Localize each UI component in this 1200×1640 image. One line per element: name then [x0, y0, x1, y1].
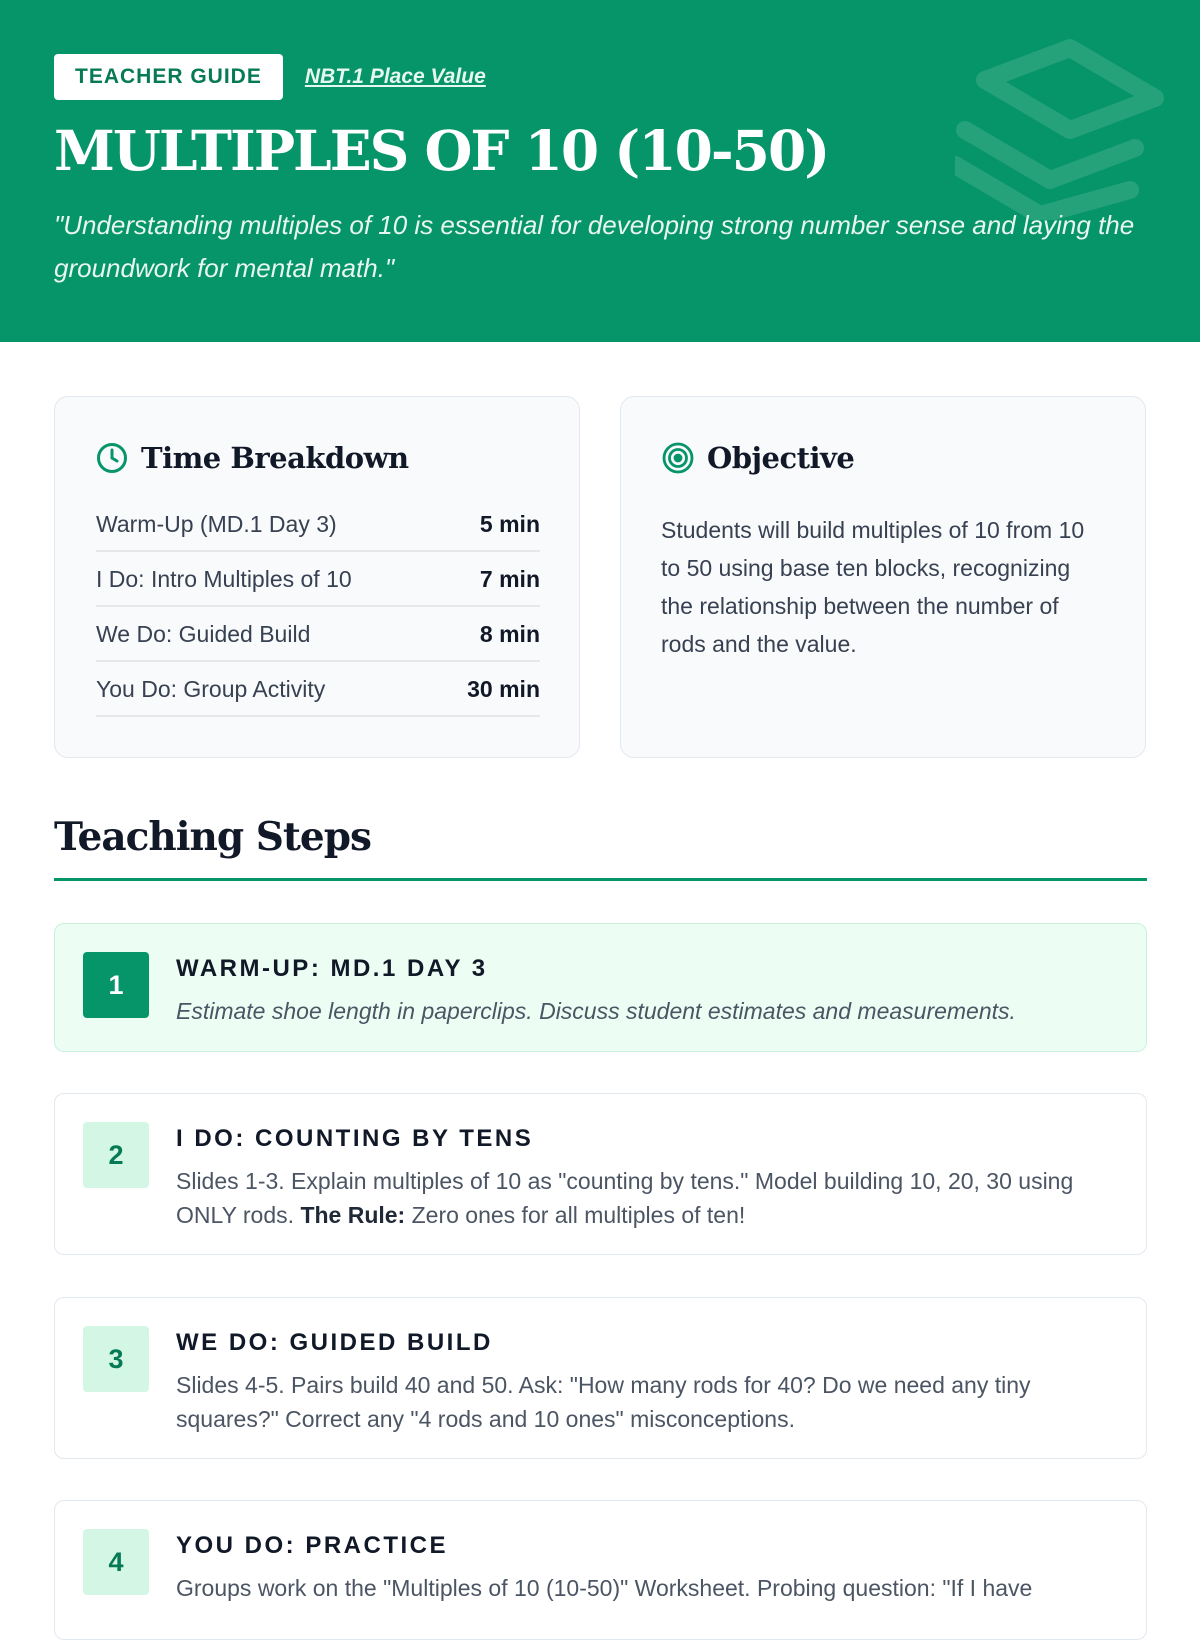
time-list [96, 497, 540, 717]
time-value: 5 min [479, 511, 540, 537]
step-title: YOU DO: PRACTICE [176, 1532, 449, 1559]
time-breakdown-title: Time Breakdown [141, 441, 409, 475]
time-row [96, 497, 540, 552]
time-label: Warm-Up (MD.1 Day 3) [96, 511, 337, 537]
step-number: 1 [83, 952, 149, 1018]
time-label: We Do: Guided Build [96, 621, 311, 647]
step-title: WARM-UP: MD.1 DAY 3 [176, 955, 488, 982]
header-badge-row [54, 54, 486, 100]
step-description-text: Slides 1-3. Explain multiples of 10 as "counting by tens." Model building 10, 20, 30 using ONLY rods. [176, 1168, 1074, 1228]
time-breakdown-header [95, 441, 409, 475]
stacked-layers-icon [955, 30, 1185, 220]
objective-header [661, 441, 854, 475]
header-quote: "Understanding multiples of 10 is essential for developing strong number sense and laying the groundwork for mental math." [54, 210, 1135, 283]
step-number: 2 [83, 1122, 149, 1188]
step-number: 3 [83, 1326, 149, 1392]
step-card-4 [54, 1500, 1147, 1640]
step-description: Slides 4-5. Pairs build 40 and 50. Ask: "How many rods for 40? Do we need any tiny squares?" Correct any "4 rods and 10 ones" misconceptions. [176, 1372, 1031, 1432]
time-label: I Do: Intro Multiples of 10 [96, 566, 352, 592]
objective-text: Students will build multiples of 10 from 10 to 50 using base ten blocks, recognizing the relationship between the number of rods and the value. [661, 517, 1085, 657]
time-row [96, 607, 540, 662]
target-icon [661, 441, 695, 475]
time-value: 30 min [467, 676, 540, 702]
step-card-3 [54, 1297, 1147, 1459]
step-title: WE DO: GUIDED BUILD [176, 1329, 493, 1356]
page-title: MULTIPLES OF 10 (10-50) [54, 118, 829, 183]
teaching-steps-heading: Teaching Steps [54, 814, 371, 860]
clock-icon [95, 441, 129, 475]
header-banner [0, 0, 1200, 342]
step-card-1 [54, 923, 1147, 1052]
time-value: 7 min [479, 566, 540, 592]
standard-link[interactable]: NBT.1 Place Value [304, 65, 486, 88]
time-row [96, 552, 540, 607]
step-description: Estimate shoe length in paperclips. Discuss student estimates and measurements. [176, 998, 1016, 1024]
step-description [176, 1164, 1116, 1232]
objective-title: Objective [707, 441, 855, 475]
step-rule-label: The Rule: [300, 1202, 406, 1228]
teacher-guide-badge: TEACHER GUIDE [54, 54, 283, 100]
step-title: I DO: COUNTING BY TENS [176, 1125, 534, 1152]
teaching-steps-divider [54, 878, 1147, 881]
time-breakdown-card [54, 396, 580, 758]
time-value: 8 min [479, 621, 540, 647]
step-card-2 [54, 1093, 1147, 1255]
time-row [96, 662, 540, 717]
step-description-text: Zero ones for all multiples of ten! [405, 1202, 746, 1228]
step-number: 4 [83, 1529, 149, 1595]
step-description: Groups work on the "Multiples of 10 (10-50)" Worksheet. Probing question: "If I have [176, 1575, 1033, 1601]
time-label: You Do: Group Activity [96, 676, 326, 702]
objective-card [620, 396, 1146, 758]
